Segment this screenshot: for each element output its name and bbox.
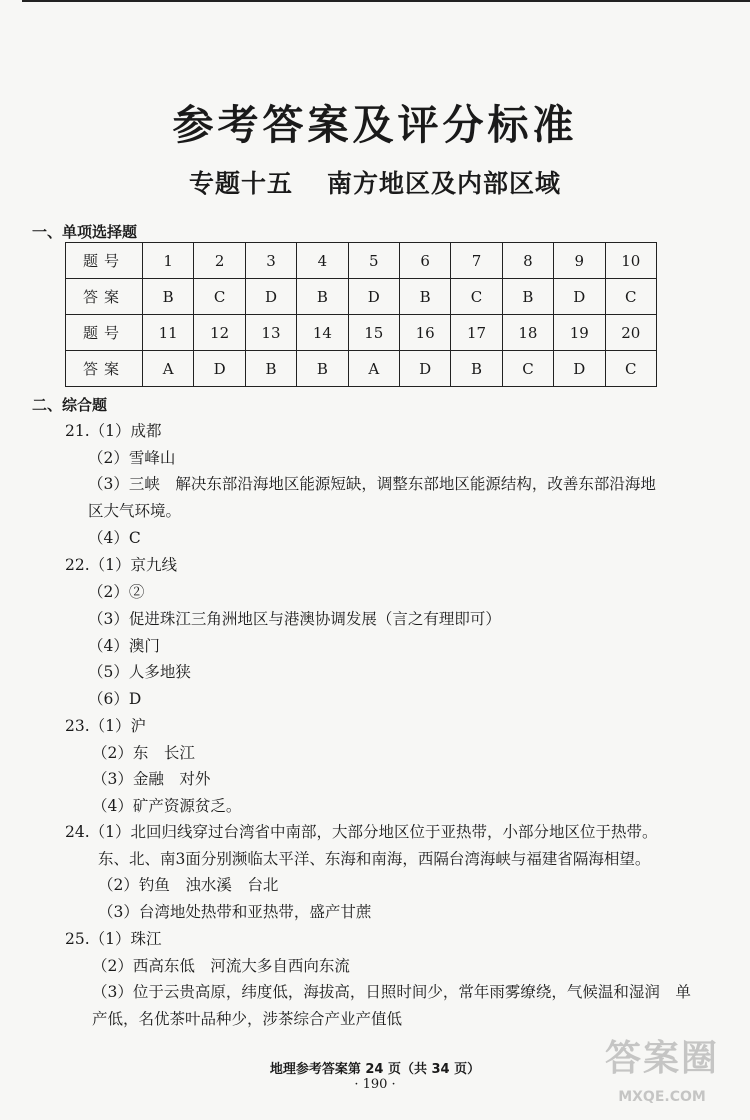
table-row [66,315,657,351]
table-cell: 5 [348,243,399,279]
table-cell: 15 [348,315,399,351]
answer-line: （2）雪峰山 [88,449,176,467]
table-row [66,279,657,315]
answer-line: （3）三峡 解决东部沿海地区能源短缺，调整东部地区能源结构，改善东部沿海地 [88,475,656,493]
page-subtitle [0,164,750,200]
table-cell: 1 [143,243,194,279]
answer-line: （3）金融 对外 [92,770,211,788]
answer-line: 25.（1）珠江 [65,930,162,948]
table-cell: 10 [605,243,656,279]
page-footer: 地理参考答案第 24 页（共 34 页） [269,1062,481,1077]
answer-line: 21.（1）成都 [65,422,162,440]
subtitle-topic-name: 南方地区及内部区域 [327,169,562,198]
table-cell: D [348,279,399,315]
page-number: · 190 · [354,1077,396,1092]
table-cell: 20 [605,315,656,351]
answer-line: （2）钓鱼 浊水溪 台北 [98,876,279,894]
watermark-text: 答案圈 [604,1038,719,1079]
answer-line: （4）C [88,529,141,547]
table-cell: 4 [297,243,348,279]
answer-line: （2）西高东低 河流大多自西向东流 [92,957,350,975]
table-cell: B [245,351,296,387]
answer-table [65,242,657,387]
answer-line: 东、北、南3面分别濒临太平洋、东海和南海，西隔台湾海峡与福建省隔海相望。 [98,850,651,868]
table-cell: 9 [554,243,605,279]
table-cell: 11 [143,315,194,351]
section-heading-choice: 一、单项选择题 [32,223,138,241]
table-cell: 13 [245,315,296,351]
table-cell: B [297,279,348,315]
watermark-logo [592,1030,732,1115]
row-label: 答案 [66,279,143,315]
row-label: 题号 [66,243,143,279]
table-cell: 19 [554,315,605,351]
table-cell: 2 [194,243,245,279]
row-label: 题号 [66,315,143,351]
table-cell: 14 [297,315,348,351]
answer-line: （2）东 长江 [92,744,195,762]
answer-line: （6）D [88,690,142,708]
table-cell: 8 [502,243,553,279]
table-cell: C [194,279,245,315]
table-cell: C [605,279,656,315]
page-title: 参考答案及评分标准 [172,101,578,149]
section-heading-comprehensive: 二、综合题 [32,396,108,414]
table-cell: C [605,351,656,387]
watermark-url: MXQE.COM [618,1089,706,1105]
table-cell: C [502,351,553,387]
row-label: 答案 [66,351,143,387]
answer-line: 23.（1）沪 [65,717,147,735]
table-cell: 12 [194,315,245,351]
table-cell: D [194,351,245,387]
answer-line: （3）位于云贵高原，纬度低，海拔高，日照时间少，常年雨雾缭绕，气候温和湿润 单 [92,983,691,1001]
table-cell: B [297,351,348,387]
answer-line: 区大气环境。 [88,502,182,520]
answer-line: （4）矿产资源贫乏。 [92,797,242,815]
table-cell: 3 [245,243,296,279]
table-cell: B [143,279,194,315]
answer-line: （3）台湾地处热带和亚热带，盛产甘蔗 [98,903,372,921]
table-cell: A [143,351,194,387]
subtitle-topic-number: 专题十五 [188,169,293,198]
table-cell: B [451,351,502,387]
table-cell: D [554,279,605,315]
answer-line: 产低，名优茶叶品种少，涉茶综合产业产值低 [92,1010,403,1028]
table-cell: 18 [502,315,553,351]
answer-line: （3）促进珠江三角洲地区与港澳协调发展（言之有理即可） [88,610,501,628]
table-cell: C [451,279,502,315]
table-cell: B [399,279,450,315]
top-rule [22,0,750,2]
table-cell: 7 [451,243,502,279]
table-row [66,243,657,279]
answer-line: （5）人多地狭 [88,663,191,681]
table-cell: 6 [399,243,450,279]
table-cell: D [245,279,296,315]
answer-line: 22.（1）京九线 [65,556,178,574]
table-cell: B [502,279,553,315]
table-cell: D [554,351,605,387]
answer-line: （4）澳门 [88,637,160,655]
answer-line: 24.（1）北回归线穿过台湾省中南部，大部分地区位于亚热带，小部分地区位于热带。 [65,823,658,841]
answer-line: （2）② [88,583,145,601]
table-cell: A [348,351,399,387]
table-row [66,351,657,387]
table-cell: 17 [451,315,502,351]
table-cell: 16 [399,315,450,351]
table-cell: D [399,351,450,387]
